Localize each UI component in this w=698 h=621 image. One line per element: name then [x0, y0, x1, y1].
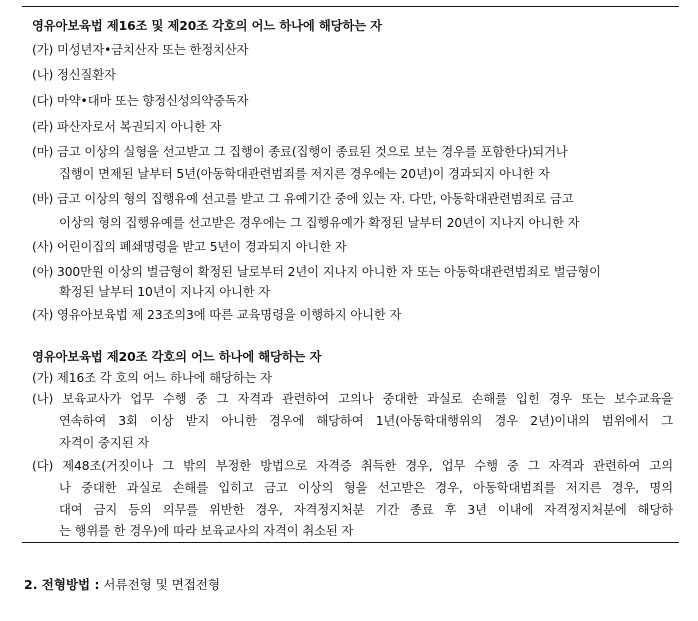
section1-item-a: (아) 300만원 이상의 벌금형이 확정된 날로부터 2년이 지나지 아니한 자 또는 아동학대관련범죄로 벌금형이 — [32, 265, 601, 279]
section2-item-da: (다) 제48조(거짓이나 그 밖의 부정한 방법으로 자격증 취득한 경우, 업무 수행 중 그 자격과 관련하여 고의 — [32, 459, 673, 473]
section1-item-ma-cont: 집행이 면제된 날부터 5년(아동학대관련범죄를 저지른 경우에는 20년)이 경과되지 아니한 자 — [59, 167, 550, 181]
section1-item-ma: (마) 금고 이상의 실형을 선고받고 그 집행이 종료(집행이 종료된 것으로 보는 경우를 포함한다)되거나 — [32, 145, 568, 159]
section2-item-na: (나) 보육교사가 업무 수행 중 그 자격과 관련하여 고의나 중대한 과실로 손해를 입힌 경우 또는 보수교육을 — [32, 392, 673, 406]
section2-item-na-cont2: 자격이 중지된 자 — [59, 436, 150, 450]
section1-item-da: (다) 마약•대마 또는 향정신성의약중독자 — [32, 94, 249, 108]
section1-item-ra: (라) 파산자로서 복권되지 아니한 자 — [32, 120, 222, 134]
section1-item-ba-cont: 이상의 형의 집행유예를 선고받은 경우에는 그 집행유예가 확정된 날부터 20년이 지나지 아니한 자 — [59, 216, 580, 230]
section1-item-ga: (가) 미성년자•금치산자 또는 한정치산자 — [32, 43, 249, 57]
selection-method-body: 서류전형 및 면접전형 — [99, 577, 221, 592]
eligibility-box — [22, 6, 679, 543]
section2-item-ga: (가) 제16조 각 호의 어느 하나에 해당하는 자 — [32, 371, 272, 385]
section1-item-ba: (바) 금고 이상의 형의 집행유예 선고를 받고 그 유예기간 중에 있는 자. 다만, 아동학대관련범죄로 금고 — [32, 192, 574, 206]
section2-heading: 영유아보육법 제20조 각호의 어느 하나에 해당하는 자 — [32, 350, 322, 364]
section2-item-na-cont1: 연속하여 3회 이상 받지 아니한 경우에 해당하여 1년(아동학대행위의 경우 2년)이내의 범위에서 그 — [59, 414, 673, 428]
section1-item-ja: (자) 영유아보육법 제 23조의3에 따른 교육명령을 이행하지 아니한 자 — [32, 308, 402, 322]
section2-item-da-cont1: 나 중대한 과실로 손해를 입히고 금고 이상의 형을 선고받은 경우, 아동학대범죄를 저지른 경우, 명의 — [59, 481, 673, 495]
section2-item-da-cont3: 는 행위를 한 경우)에 따라 보육교사의 자격이 취소된 자 — [59, 524, 354, 538]
section1-heading: 영유아보육법 제16조 및 제20조 각호의 어느 하나에 해당하는 자 — [32, 19, 382, 33]
section1-item-a-cont: 확정된 날부터 10년이 지나지 아니한 자 — [59, 285, 271, 299]
section1-item-na: (나) 정신질환자 — [32, 68, 116, 82]
section1-item-sa: (사) 어린이집의 폐쇄명령을 받고 5년이 경과되지 아니한 자 — [32, 240, 347, 254]
selection-method — [24, 577, 220, 593]
section2-item-da-cont2: 대여 금지 등의 의무를 위반한 경우, 자격정지처분 기간 종료 후 3년 이내에 자격정지처분에 해당하 — [59, 503, 673, 517]
selection-method-title: 2. 전형방법 : — [24, 577, 100, 592]
